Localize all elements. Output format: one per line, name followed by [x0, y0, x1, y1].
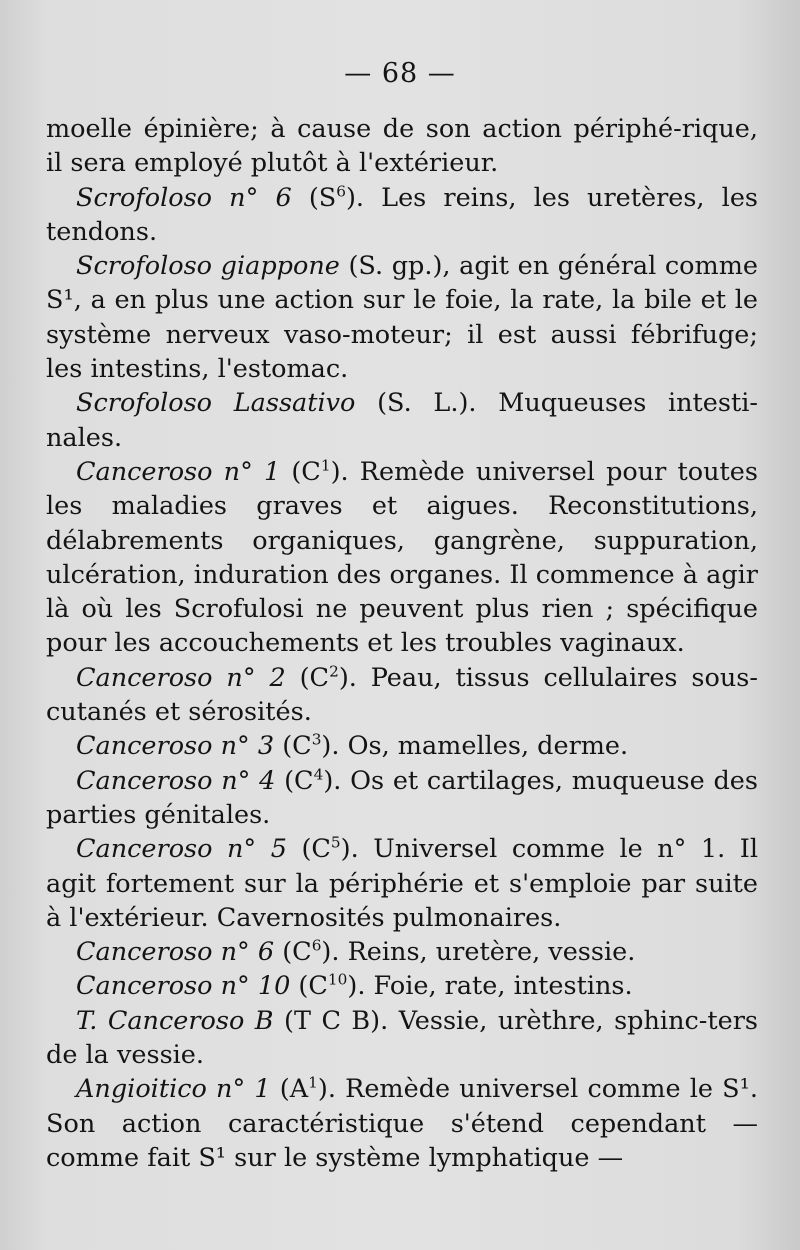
- description: Reins, uretère, vessie.: [347, 937, 636, 968]
- abbreviation: (S. gp.),: [339, 251, 460, 282]
- remedy-name: Canceroso n° 5: [76, 834, 287, 865]
- entry: [46, 386, 758, 455]
- remedy-name: Canceroso n° 10: [76, 971, 291, 1002]
- remedy-name: Scrofoloso Lassativo: [76, 388, 356, 419]
- body-text: [46, 112, 758, 1175]
- remedy-name: Scrofoloso n° 6: [76, 182, 292, 213]
- remedy-name: Canceroso n° 3: [76, 731, 275, 762]
- abbreviation-superscript: 3: [311, 730, 322, 749]
- remedy-name: Angioitico n° 1: [76, 1074, 271, 1105]
- abbreviation: (C: [285, 662, 330, 693]
- entry: [46, 661, 758, 730]
- abbreviation-superscript: 2: [329, 662, 339, 681]
- abbreviation-superscript: 4: [313, 765, 324, 784]
- entry: [46, 729, 758, 763]
- abbreviation-close: ).: [321, 937, 348, 968]
- abbreviation-superscript: 10: [327, 970, 348, 989]
- abbreviation: (A: [270, 1074, 309, 1105]
- page-number: — 68 —: [344, 58, 456, 89]
- description: agit en général comme S¹, a en plus une action sur le foie, la rate, la bile et le système nerveux vaso-moteur; il est aussi fébrifuge; les intestins, l'estomac.: [46, 251, 758, 385]
- description: Universel comme le n° 1. Il agit fortement sur la périphérie et s'emploie par suite à l'extérieur. Cavernosités pulmonaires.: [46, 834, 758, 933]
- abbreviation-close: ).: [330, 456, 360, 487]
- abbreviation: (S. L.).: [355, 388, 499, 419]
- abbreviation-superscript: 6: [311, 936, 322, 955]
- abbreviation-close: ).: [317, 1074, 346, 1105]
- remedy-name: Canceroso n° 2: [76, 662, 286, 693]
- abbreviation-close: ).: [347, 971, 374, 1002]
- remedy-name: T. Canceroso B: [76, 1005, 274, 1036]
- remedy-name: Canceroso n° 1: [76, 456, 281, 487]
- entry: [46, 832, 758, 935]
- entry: [46, 1072, 758, 1175]
- abbreviation-close: ).: [321, 731, 348, 762]
- abbreviation: (C: [290, 971, 328, 1002]
- abbreviation: (C: [280, 456, 321, 487]
- abbreviation: (T C B).: [273, 1005, 399, 1036]
- description: Peau, tissus cellulaires sous-cutanés et sérosités.: [46, 662, 758, 728]
- description: Foie, rate, intestins.: [373, 971, 633, 1002]
- entry: [46, 764, 758, 833]
- abbreviation-close: ).: [323, 765, 351, 796]
- remedy-name: Canceroso n° 6: [76, 937, 275, 968]
- abbreviation-superscript: 6: [336, 182, 346, 201]
- abbreviation-close: ).: [345, 182, 382, 213]
- description: Remède universel pour toutes les maladies graves et aigues. Reconstitutions, délabrements organiques, gangrène, suppuration, ulcération, induration des organes. Il commence à agir là où les Scrofulosi ne peuvent plus rien ; spécifique pour les accouchements et les troubles vaginaux.: [46, 456, 758, 659]
- abbreviation-close: ).: [338, 662, 371, 693]
- entry: [46, 249, 758, 386]
- description: Os et cartilages, muqueuse des parties génitales.: [46, 765, 758, 830]
- remedy-name: Scrofoloso giappone: [76, 251, 340, 282]
- abbreviation: (C: [275, 765, 314, 796]
- description: Les reins, les uretères, les tendons.: [46, 182, 758, 247]
- entry: [46, 181, 758, 250]
- entry: [46, 1004, 758, 1073]
- abbreviation-close: ).: [340, 834, 374, 865]
- description: Remède universel comme le S¹. Son action caractéristique s'étend cependant — comme fait S¹ sur le système lymphatique —: [46, 1074, 758, 1173]
- abbreviation: (C: [274, 937, 312, 968]
- abbreviation-superscript: 5: [330, 833, 341, 852]
- abbreviation-superscript: 1: [308, 1073, 318, 1092]
- description: Os, mamelles, derme.: [347, 731, 629, 762]
- description: Vessie, urèthre, sphinc-ters de la vessie.: [46, 1005, 758, 1071]
- remedy-name: Canceroso n° 4: [76, 765, 276, 796]
- description: moelle épinière; à cause de son action périphé-rique, il sera employé plutôt à l'extérieur.: [46, 114, 758, 179]
- abbreviation: (C: [286, 834, 331, 865]
- entry: [46, 935, 758, 969]
- entry: [46, 969, 758, 1003]
- entry: [46, 112, 758, 181]
- abbreviation: (S: [291, 182, 337, 213]
- abbreviation: (C: [274, 731, 312, 762]
- description: Muqueuses intesti-nales.: [46, 388, 758, 453]
- entry: [46, 455, 758, 661]
- abbreviation-superscript: 1: [320, 456, 331, 475]
